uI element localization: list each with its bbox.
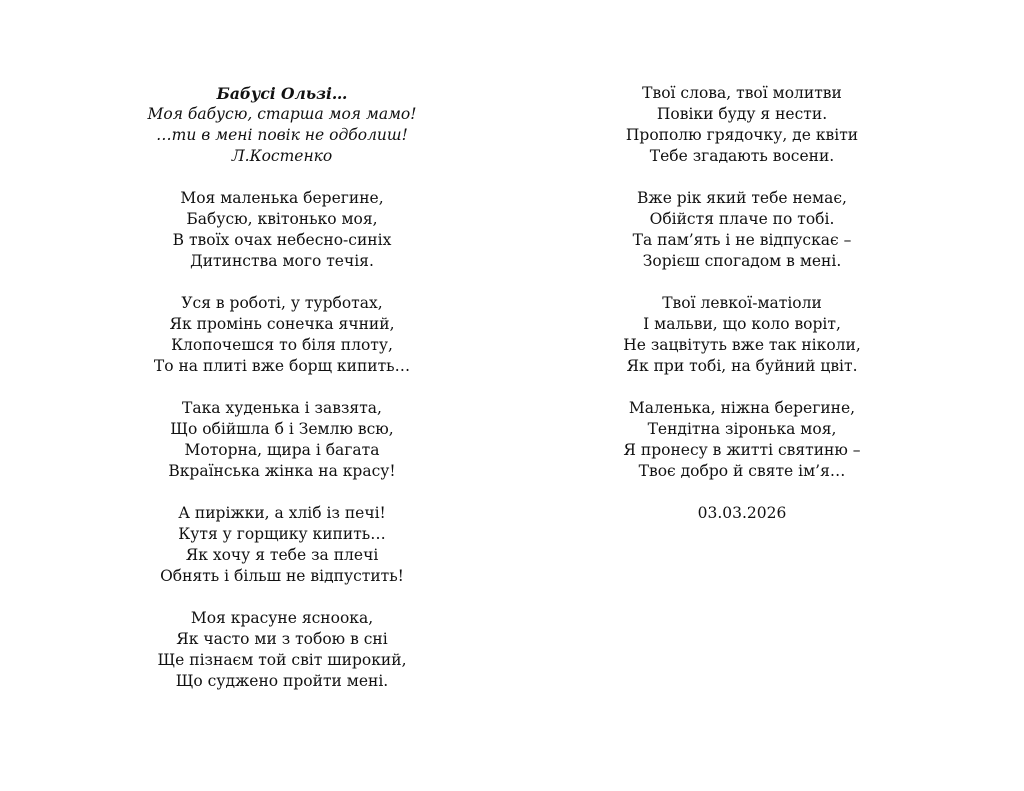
epigraph-line: Моя бабусю, старша моя мамо! [147, 105, 417, 123]
verse-line: Твої левкої-матіоли [662, 294, 822, 312]
verse-line: Тендітна зіронька моя, [647, 420, 837, 438]
verse-line: Обнять і більш не відпустить! [160, 567, 404, 585]
epigraph-author: Л.Костенко [231, 147, 333, 165]
stanza-gap [62, 587, 502, 608]
stanza [522, 398, 962, 482]
verse-line: Ще пізнаєм той світ широкий, [157, 651, 407, 669]
verse-line: Моя красуне ясноока, [190, 609, 374, 627]
verse-line: Моя маленька берегине, [180, 189, 384, 207]
verse-line: То на плиті вже борщ кипить… [153, 357, 411, 375]
verse-line: А пиріжки, а хліб із печі! [178, 504, 386, 522]
verse-line: В твоїх очах небесно-синіх [172, 231, 392, 249]
verse-line: Клопочешся то біля плоту, [171, 336, 393, 354]
stanza-gap [62, 482, 502, 503]
verse-line: Тебе згадають восени. [649, 147, 835, 165]
verse-line: Прополю грядочку, де квіти [625, 126, 859, 144]
verse-line: Як при тобі, на буйний цвіт. [626, 357, 858, 375]
stanza-gap [522, 167, 962, 188]
stanza [62, 293, 502, 377]
stanza-gap [522, 482, 962, 503]
stanza-gap [62, 377, 502, 398]
poem-date: 03.03.2026 [697, 504, 787, 522]
verse-line: Твоє добро й святе ім’я… [638, 462, 846, 480]
verse-line: Повіки буду я нести. [656, 105, 828, 123]
verse-line: Вкраїнська жінка на красу! [168, 462, 396, 480]
verse-line: Що обійшла б і Землю всю, [170, 420, 394, 438]
verse-line: Я пронесу в житті святиню – [623, 441, 861, 459]
verse-line: Як часто ми з тобою в сні [176, 630, 388, 648]
stanza [522, 83, 962, 167]
verse-line: Зорієш спогадом в мені. [642, 252, 842, 270]
verse-line: Як хочу я тебе за плечі [185, 546, 379, 564]
stanza [62, 398, 502, 482]
poem-left-column [62, 83, 502, 692]
verse-line: Уся в роботі, у турботах, [181, 294, 383, 312]
verse-line: Твої слова, твої молитви [642, 84, 842, 102]
epigraph [62, 83, 502, 167]
epigraph-title: Бабусі Ользі… [216, 84, 348, 103]
poem-right-column [522, 83, 962, 524]
epigraph-line: …ти в мені повік не одболиш! [156, 126, 408, 144]
verse-line: Обійстя плаче по тобі. [649, 210, 835, 228]
verse-line: Така худенька і завзята, [182, 399, 382, 417]
stanza [62, 608, 502, 692]
stanza-gap [522, 377, 962, 398]
stanza-gap [62, 167, 502, 188]
verse-line: Бабусю, квітонько моя, [186, 210, 378, 228]
verse-line: Маленька, ніжна берегине, [628, 399, 856, 417]
verse-line: Дитинства мого течія. [190, 252, 374, 270]
verse-line: Що суджено пройти мені. [175, 672, 389, 690]
stanza-gap [62, 272, 502, 293]
verse-line: Не зацвітуть вже так ніколи, [623, 336, 861, 354]
verse-line: Моторна, щира і багата [184, 441, 380, 459]
verse-line: Кутя у горщику кипить… [178, 525, 386, 543]
stanza [522, 293, 962, 377]
stanza [522, 188, 962, 272]
verse-line: І мальви, що коло воріт, [643, 315, 841, 333]
stanza-gap [522, 272, 962, 293]
verse-line: Як промінь сонечка ячний, [169, 315, 395, 333]
verse-line: Вже рік який тебе немає, [637, 189, 847, 207]
verse-line: Та пам’ять і не відпускає – [632, 231, 852, 249]
stanza [62, 503, 502, 587]
stanza [62, 188, 502, 272]
